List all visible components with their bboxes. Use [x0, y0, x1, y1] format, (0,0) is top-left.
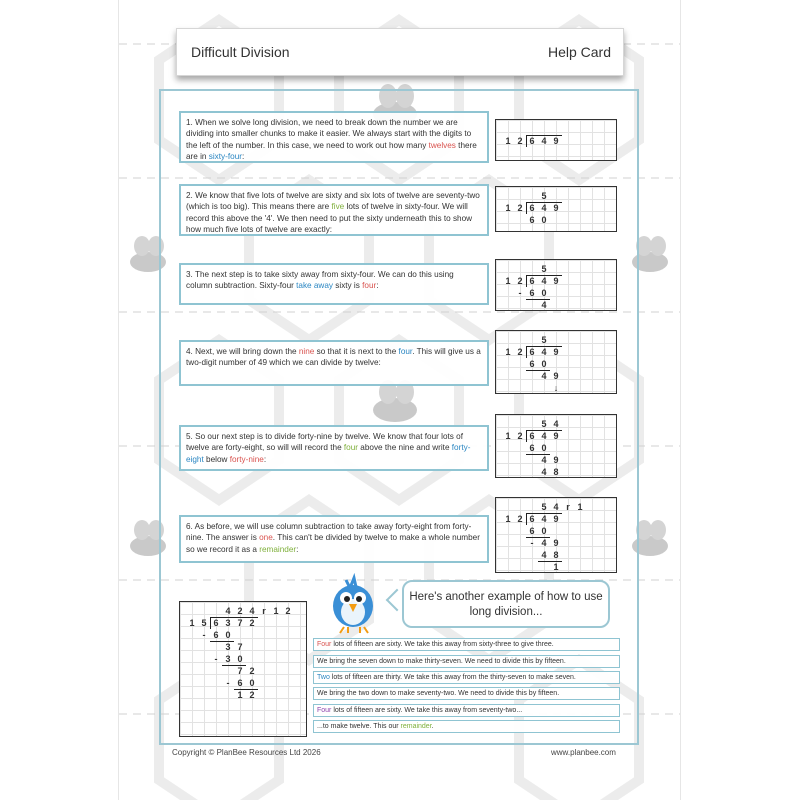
grid-digit: 4: [541, 431, 547, 441]
grid-digit: 1: [505, 276, 511, 286]
grid-digit: 7: [237, 618, 243, 628]
example-explanation-row: [313, 671, 620, 684]
text-segment: Four: [317, 641, 332, 648]
card-label: Help Card: [547, 44, 611, 60]
grid-digit: 1: [273, 606, 279, 616]
grid-digit: 9: [553, 203, 559, 213]
division-line: [526, 454, 550, 455]
grid-digit: 3: [225, 618, 231, 628]
grid-digit: 1: [505, 431, 511, 441]
grid-digit: ↓: [553, 383, 559, 393]
grid-digit: 4: [225, 606, 231, 616]
division-line: [222, 665, 246, 666]
division-line: [526, 513, 527, 525]
text-segment: one: [259, 533, 273, 543]
step-text: [179, 111, 489, 163]
step-text: [179, 184, 489, 236]
example-explanation-row: [313, 687, 620, 700]
grid-digit: 4: [541, 300, 547, 310]
text-segment: :: [376, 281, 379, 291]
division-line: [210, 641, 234, 642]
text-segment: . This will give us a two-digit number of 49 which we can divide by twelve:: [186, 347, 481, 368]
grid-digit: 0: [237, 654, 243, 664]
division-line: [526, 346, 527, 358]
website-text: www.planbee.com: [551, 748, 616, 757]
grid-digit: 2: [517, 514, 523, 524]
text-segment: forty-nine: [229, 454, 264, 464]
grid-digit: 6: [529, 276, 535, 286]
grid-digit: r: [262, 606, 266, 616]
grid-digit: 4: [541, 467, 547, 477]
text-segment: sixty is: [333, 281, 363, 291]
grid-digit: 0: [225, 630, 231, 640]
division-line: [526, 275, 562, 276]
grid-digit: 2: [249, 690, 255, 700]
text-segment: :: [296, 544, 299, 554]
grid-digit: 6: [529, 431, 535, 441]
text-segment: :: [241, 152, 245, 162]
text-segment: take away: [296, 281, 333, 291]
division-grid: [495, 330, 617, 394]
grid-digit: 2: [517, 203, 523, 213]
division-grid: [495, 259, 617, 311]
division-line: [526, 202, 562, 203]
grid-digit: 1: [505, 203, 511, 213]
grid-digit: 5: [541, 419, 547, 429]
grid-digit: 0: [541, 215, 547, 225]
division-line: [210, 617, 211, 629]
division-line: [526, 370, 550, 371]
example-explanation-row: [313, 638, 620, 651]
grid-digit: 4: [541, 136, 547, 146]
grid-digit: 1: [577, 502, 583, 512]
grid-digit: 8: [553, 550, 559, 560]
bird-mascot-icon: [324, 572, 382, 634]
grid-digit: 2: [285, 606, 291, 616]
grid-digit: 3: [225, 654, 231, 664]
grid-digit: 2: [237, 606, 243, 616]
grid-digit: 1: [505, 136, 511, 146]
grid-digit: 1: [505, 514, 511, 524]
text-segment: ...to make twelve. This our: [317, 723, 401, 730]
grid-digit: -: [202, 630, 206, 640]
division-line: [526, 135, 527, 147]
grid-digit: 0: [541, 443, 547, 453]
text-segment: five: [331, 202, 345, 212]
grid-digit: 9: [553, 371, 559, 381]
grid-digit: 4: [541, 538, 547, 548]
grid-digit: 2: [517, 431, 523, 441]
text-segment: We bring the seven down to make thirty-seven. We need to divide this by fifteen.: [317, 658, 566, 665]
example-explanation-row: [313, 655, 620, 668]
division-line: [538, 561, 562, 562]
text-segment: 6. As before, we will use column subtraction to take away forty-eight from forty-nine. The answer is: [186, 522, 472, 543]
division-line: [526, 346, 562, 347]
text-segment: four: [398, 347, 413, 356]
grid-digit: 4: [553, 502, 559, 512]
division-grid: [495, 497, 617, 573]
division-line: [526, 275, 527, 287]
grid-digit: 3: [225, 642, 231, 652]
example-explanation-row: [313, 704, 620, 717]
grid-digit: 1: [505, 347, 511, 357]
grid-digit: 9: [553, 431, 559, 441]
text-segment: :: [263, 454, 267, 464]
grid-digit: 6: [529, 443, 535, 453]
grid-digit: 5: [541, 191, 547, 201]
grid-digit: 6: [529, 359, 535, 369]
text-segment: four: [343, 443, 359, 453]
grid-digit: 6: [529, 347, 535, 357]
grid-digit: -: [214, 654, 218, 664]
grid-digit: 2: [517, 276, 523, 286]
grid-digit: 4: [541, 514, 547, 524]
grid-digit: 8: [553, 467, 559, 477]
grid-digit: 6: [237, 678, 243, 688]
grid-digit: 9: [553, 455, 559, 465]
grid-digit: 5: [541, 264, 547, 274]
grid-digit: 1: [553, 562, 559, 572]
text-segment: . This can't be divided by twelve to make a whole number so we record it as a: [186, 533, 480, 554]
text-segment: 2. We know that five lots of twelve are sixty and six lots of twelve are seventy-two (which is too big). This means there are: [186, 191, 480, 212]
step-text: [179, 425, 489, 471]
division-line: [526, 135, 562, 136]
text-segment: twelves: [428, 140, 456, 150]
grid-digit: 0: [249, 678, 255, 688]
text-segment: 1. When we solve long division, we need to break down the number we are dividing into smaller chunks to make it easier. We always start with the digits to the left of the number. In this case, we need to work out how many: [186, 118, 472, 150]
text-segment: lots of fifteen are sixty. We take this away from sixty-three to give three.: [331, 641, 554, 648]
grid-digit: 5: [201, 618, 207, 628]
step-text: [179, 340, 489, 386]
text-segment: four: [362, 281, 377, 291]
text-segment: We bring the two down to make seventy-two. We need to divide this by fifteen.: [317, 690, 560, 697]
grid-digit: 9: [553, 136, 559, 146]
grid-digit: 2: [517, 136, 523, 146]
division-line: [210, 617, 258, 618]
text-segment: 4. Next, we will bring down the: [186, 347, 299, 356]
grid-digit: 4: [541, 203, 547, 213]
text-segment: lots of fifteen are sixty. We take this away from seventy-two...: [331, 707, 523, 714]
grid-digit: 0: [541, 359, 547, 369]
grid-digit: 2: [517, 347, 523, 357]
text-segment: Four: [317, 707, 332, 714]
text-segment: forty-eight: [186, 443, 471, 464]
grid-digit: 1: [189, 618, 195, 628]
text-segment: 3. The next step is to take sixty away from sixty-four. We can do this using column subtraction. Sixty-four: [186, 270, 454, 291]
grid-digit: 1: [237, 690, 243, 700]
division-line: [526, 430, 527, 442]
division-line: [526, 202, 527, 214]
text-segment: remainder: [259, 544, 297, 554]
division-line: [234, 689, 258, 690]
grid-digit: 9: [553, 276, 559, 286]
grid-digit: 7: [237, 666, 243, 676]
division-line: [526, 299, 550, 300]
speech-bubble: Here's another example of how to use long division...: [402, 580, 610, 628]
grid-digit: 4: [553, 419, 559, 429]
division-grid: [495, 414, 617, 478]
grid-digit: 2: [249, 618, 255, 628]
grid-digit: 4: [541, 550, 547, 560]
grid-digit: 6: [529, 136, 535, 146]
grid-digit: 0: [541, 288, 547, 298]
grid-digit: 4: [249, 606, 255, 616]
text-segment: nine: [298, 347, 315, 356]
grid-digit: 6: [529, 203, 535, 213]
grid-digit: 0: [541, 526, 547, 536]
grid-digit: 6: [529, 526, 535, 536]
step-text: [179, 263, 489, 305]
copyright-text: Copyright © PlanBee Resources Ltd 2026: [172, 748, 321, 757]
grid-digit: -: [226, 678, 230, 688]
division-grid: [495, 186, 617, 232]
example-division-grid: [179, 601, 307, 737]
division-line: [526, 430, 562, 431]
page-header: [176, 28, 624, 76]
grid-digit: 4: [541, 455, 547, 465]
grid-digit: 2: [249, 666, 255, 676]
text-segment: so that it is next to the: [314, 347, 399, 356]
text-segment: Two: [317, 674, 330, 681]
text-segment: 5. So our next step is to divide forty-nine by twelve. We know that four lots of twelve are forty-eight, so will will record the: [186, 432, 463, 453]
text-segment: remainder: [400, 723, 432, 730]
grid-digit: 9: [553, 514, 559, 524]
example-explanation-row: [313, 720, 620, 733]
division-grid: [495, 119, 617, 161]
grid-digit: 7: [237, 642, 243, 652]
text-segment: lots of twelve in sixty-four. We will record this above the '4'. We then need to put the sixty underneath this to show how much five lots of twelve are exactly:: [186, 202, 473, 235]
grid-digit: 4: [541, 276, 547, 286]
grid-digit: r: [566, 502, 570, 512]
grid-digit: 5: [541, 335, 547, 345]
grid-digit: 6: [529, 215, 535, 225]
grid-digit: 5: [541, 502, 547, 512]
text-segment: lots of fifteen are thirty. We take this away from the thirty-seven to make seven.: [329, 674, 576, 681]
text-segment: .: [431, 723, 434, 730]
grid-digit: 9: [553, 347, 559, 357]
page-title: Difficult Division: [191, 44, 290, 60]
text-segment: below: [203, 454, 230, 464]
grid-digit: -: [530, 538, 534, 548]
grid-digit: 6: [529, 514, 535, 524]
grid-digit: 6: [213, 630, 219, 640]
grid-digit: 9: [553, 538, 559, 548]
grid-digit: 4: [541, 347, 547, 357]
division-line: [526, 537, 550, 538]
division-line: [526, 513, 562, 514]
text-segment: above the nine and write: [358, 443, 452, 453]
grid-digit: 4: [541, 371, 547, 381]
grid-digit: 6: [213, 618, 219, 628]
text-segment: there are in: [186, 140, 477, 162]
step-text: [179, 515, 489, 563]
text-segment: sixty-four: [208, 152, 242, 162]
grid-digit: 6: [529, 288, 535, 298]
grid-digit: -: [518, 288, 522, 298]
